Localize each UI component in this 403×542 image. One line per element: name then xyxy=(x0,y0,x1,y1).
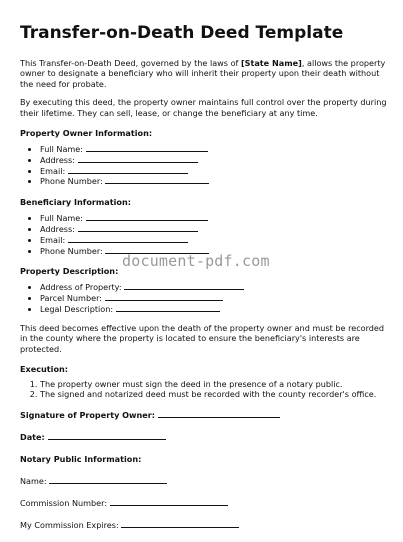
intro-text-1: This Transfer-on-Death Deed, governed by the laws of xyxy=(20,58,241,68)
owner-heading: Property Owner Information: xyxy=(20,128,153,139)
beneficiary-phone: • Phone Number: xyxy=(40,246,390,257)
notary-name-blank[interactable] xyxy=(49,476,167,484)
date-line: Date: xyxy=(20,432,390,442)
document-page xyxy=(20,22,390,542)
owner-email: • Email: xyxy=(40,166,390,177)
date-blank[interactable] xyxy=(48,432,166,440)
control-paragraph: By executing this deed, the property owner maintains full control over the property during their lifetime. They can sell, lease, or change the beneficiary at any time. xyxy=(20,97,387,118)
property-parcel: • Parcel Number: xyxy=(40,293,390,304)
effect-paragraph: This deed becomes effective upon the death of the property owner and must be recorded in the county where the property is located to ensure the beneficiary's interests are protected. xyxy=(20,322,385,354)
beneficiary-address: • Address: xyxy=(40,224,390,235)
owner-full-name-blank[interactable] xyxy=(86,144,208,152)
owner-full-name: • Full Name: xyxy=(40,144,390,155)
intro-paragraph xyxy=(20,58,390,89)
notary-expires-line: My Commission Expires: xyxy=(20,520,390,530)
owner-email-blank[interactable] xyxy=(68,166,188,174)
owner-phone: • Phone Number: xyxy=(40,176,390,187)
property-address-blank[interactable] xyxy=(124,282,244,290)
intro-text-2: , allows the property owner to designate a beneficiary who will inherit their property upon their death without the need for probate. xyxy=(20,58,386,89)
owner-address: • Address: xyxy=(40,155,390,166)
beneficiary-list xyxy=(20,213,390,256)
property-parcel-blank[interactable] xyxy=(105,293,223,301)
property-address: • Address of Property: xyxy=(40,282,390,293)
notary-heading: Notary Public Information: xyxy=(20,453,142,464)
notary-commission-blank[interactable] xyxy=(110,498,228,506)
execution-step-2: 2. The signed and notarized deed must be recorded with the county recorder's office. xyxy=(40,390,390,400)
execution-steps xyxy=(20,380,390,400)
beneficiary-email-blank[interactable] xyxy=(68,235,188,243)
document-title: Transfer-on-Death Deed Template xyxy=(20,23,344,43)
notary-commission-line: Commission Number: xyxy=(20,498,390,508)
property-legal-blank[interactable] xyxy=(116,304,220,312)
beneficiary-email: • Email: xyxy=(40,235,390,246)
execution-heading: Execution: xyxy=(20,364,69,375)
notary-name-line: Name: xyxy=(20,476,390,486)
owner-list xyxy=(20,144,390,187)
beneficiary-full-name: • Full Name: xyxy=(40,213,390,224)
signature-blank[interactable] xyxy=(158,410,280,418)
beneficiary-heading: Beneficiary Information: xyxy=(20,197,131,208)
owner-address-blank[interactable] xyxy=(78,155,198,163)
beneficiary-full-name-blank[interactable] xyxy=(86,213,208,221)
beneficiary-address-blank[interactable] xyxy=(78,224,198,232)
property-heading: Property Description: xyxy=(20,266,119,277)
watermark-text: document-pdf.com xyxy=(122,252,270,270)
property-list xyxy=(20,282,390,314)
property-legal: • Legal Description: xyxy=(40,304,390,315)
state-name-placeholder: [State Name] xyxy=(240,58,302,68)
owner-phone-blank[interactable] xyxy=(105,176,209,184)
execution-step-1: 1. The property owner must sign the deed in the presence of a notary public. xyxy=(40,380,390,390)
signature-line: Signature of Property Owner: xyxy=(20,410,390,420)
